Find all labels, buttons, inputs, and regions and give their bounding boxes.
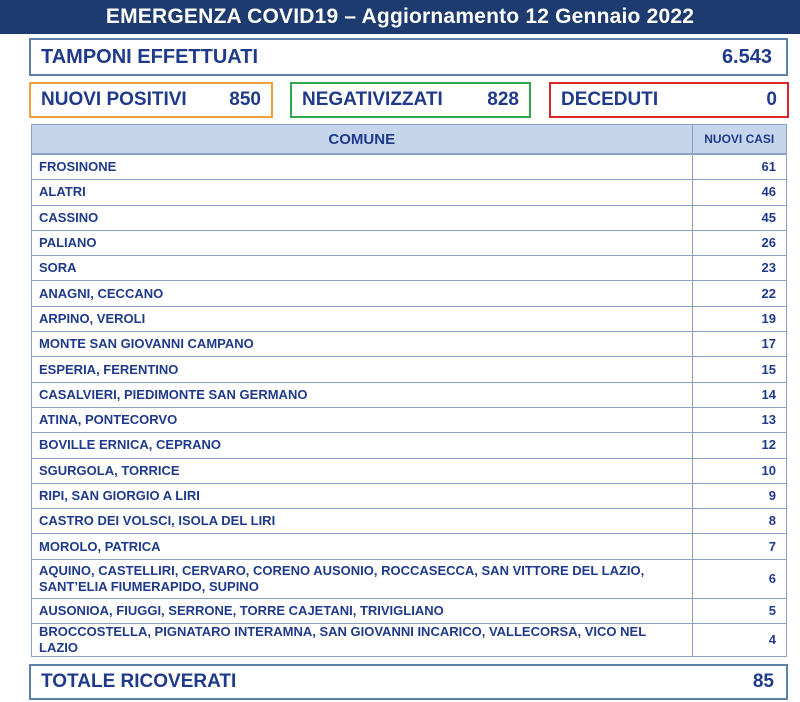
nuovi-casi-cell: 46 (692, 180, 786, 205)
deceduti-box (549, 82, 789, 118)
nuovi-casi-cell: 22 (692, 281, 786, 306)
comune-cell: ATINA, PONTECORVO (32, 407, 692, 432)
table-row (32, 382, 786, 407)
table-header-row (32, 125, 786, 154)
negativizzati-value: 828 (487, 89, 519, 110)
page-title: EMERGENZA COVID19 – Aggiornamento 12 Gennaio 2022 (0, 0, 800, 34)
table-row (32, 332, 786, 357)
comune-cell: PALIANO (32, 230, 692, 255)
comuni-table (31, 124, 787, 657)
table-row (32, 230, 786, 255)
table-row (32, 458, 786, 483)
comune-cell: SORA (32, 256, 692, 281)
nuovi-casi-cell: 13 (692, 407, 786, 432)
comune-cell: BOVILLE ERNICA, CEPRANO (32, 433, 692, 458)
comune-cell: CASALVIERI, PIEDIMONTE SAN GERMANO (32, 382, 692, 407)
table-row (32, 281, 786, 306)
nuovi-positivi-box (29, 82, 273, 118)
comune-cell: ESPERIA, FERENTINO (32, 357, 692, 382)
deceduti-value: 0 (766, 89, 777, 110)
tamponi-box (29, 38, 788, 76)
nuovi-casi-cell: 8 (692, 509, 786, 534)
nuovi-casi-cell: 10 (692, 458, 786, 483)
comune-cell: BROCCOSTELLA, PIGNATARO INTERAMNA, SAN GIOVANNI INCARICO, VALLECORSA, VICO NEL LAZIO (39, 624, 646, 656)
table-row (32, 357, 786, 382)
table-row (32, 256, 786, 281)
deceduti-label: DECEDUTI (561, 89, 659, 110)
nuovi-casi-cell: 9 (692, 483, 786, 508)
totale-ricoverati-box (29, 664, 788, 700)
table-row (32, 180, 786, 205)
comune-cell: SGURGOLA, TORRICE (32, 458, 692, 483)
nuovi-casi-cell: 26 (692, 230, 786, 255)
comune-cell: ANAGNI, CECCANO (32, 281, 692, 306)
table-row (32, 598, 786, 623)
totale-ricoverati-value: 85 (752, 671, 774, 692)
nuovi-casi-cell: 19 (692, 306, 786, 331)
table-row (32, 306, 786, 331)
table-row (32, 559, 786, 598)
column-header-nuovi-casi: NUOVI CASI (692, 125, 786, 154)
negativizzati-label: NEGATIVIZZATI (302, 89, 443, 110)
comune-cell: MOROLO, PATRICA (32, 534, 692, 559)
comune-cell: AUSONIOA, FIUGGI, SERRONE, TORRE CAJETANI, TRIVIGLIANO (32, 598, 692, 623)
comune-cell: MONTE SAN GIOVANNI CAMPANO (32, 332, 692, 357)
nuovi-positivi-label: NUOVI POSITIVI (41, 89, 187, 110)
nuovi-casi-cell: 61 (692, 154, 786, 180)
negativizzati-box (290, 82, 531, 118)
comune-cell: FROSINONE (32, 154, 692, 180)
table-row (32, 154, 786, 180)
table-row (32, 534, 786, 559)
comune-cell: AQUINO, CASTELLIRI, CERVARO, CORENO AUSONIO, ROCCASECCA, SAN VITTORE DEL LAZIO, SANT’ELIA FIUMERAPIDO, SUPINO (32, 559, 692, 598)
nuovi-casi-cell: 7 (692, 534, 786, 559)
table-row (32, 509, 786, 534)
nuovi-casi-cell: 12 (692, 433, 786, 458)
nuovi-casi-cell: 6 (692, 559, 786, 598)
comune-cell: CASSINO (32, 205, 692, 230)
comune-cell: ARPINO, VEROLI (32, 306, 692, 331)
table-row (32, 407, 786, 432)
nuovi-casi-cell: 14 (692, 382, 786, 407)
column-header-comune: COMUNE (32, 125, 692, 154)
table-row (32, 483, 786, 508)
nuovi-casi-cell: 23 (692, 256, 786, 281)
table-row (32, 433, 786, 458)
tamponi-label: TAMPONI EFFETTUATI (41, 45, 259, 68)
comune-cell: ALATRI (32, 180, 692, 205)
comune-cell: RIPI, SAN GIORGIO A LIRI (32, 483, 692, 508)
nuovi-positivi-value: 850 (229, 89, 261, 110)
comune-cell: CASTRO DEI VOLSCI, ISOLA DEL LIRI (32, 509, 692, 534)
tamponi-value: 6.543 (721, 45, 772, 68)
table-row (32, 624, 786, 657)
table-row (32, 205, 786, 230)
nuovi-casi-cell: 4 (692, 624, 786, 657)
totale-ricoverati-label: TOTALE RICOVERATI (41, 671, 237, 692)
nuovi-casi-cell: 15 (692, 357, 786, 382)
nuovi-casi-cell: 17 (692, 332, 786, 357)
nuovi-casi-cell: 5 (692, 598, 786, 623)
nuovi-casi-cell: 45 (692, 205, 786, 230)
